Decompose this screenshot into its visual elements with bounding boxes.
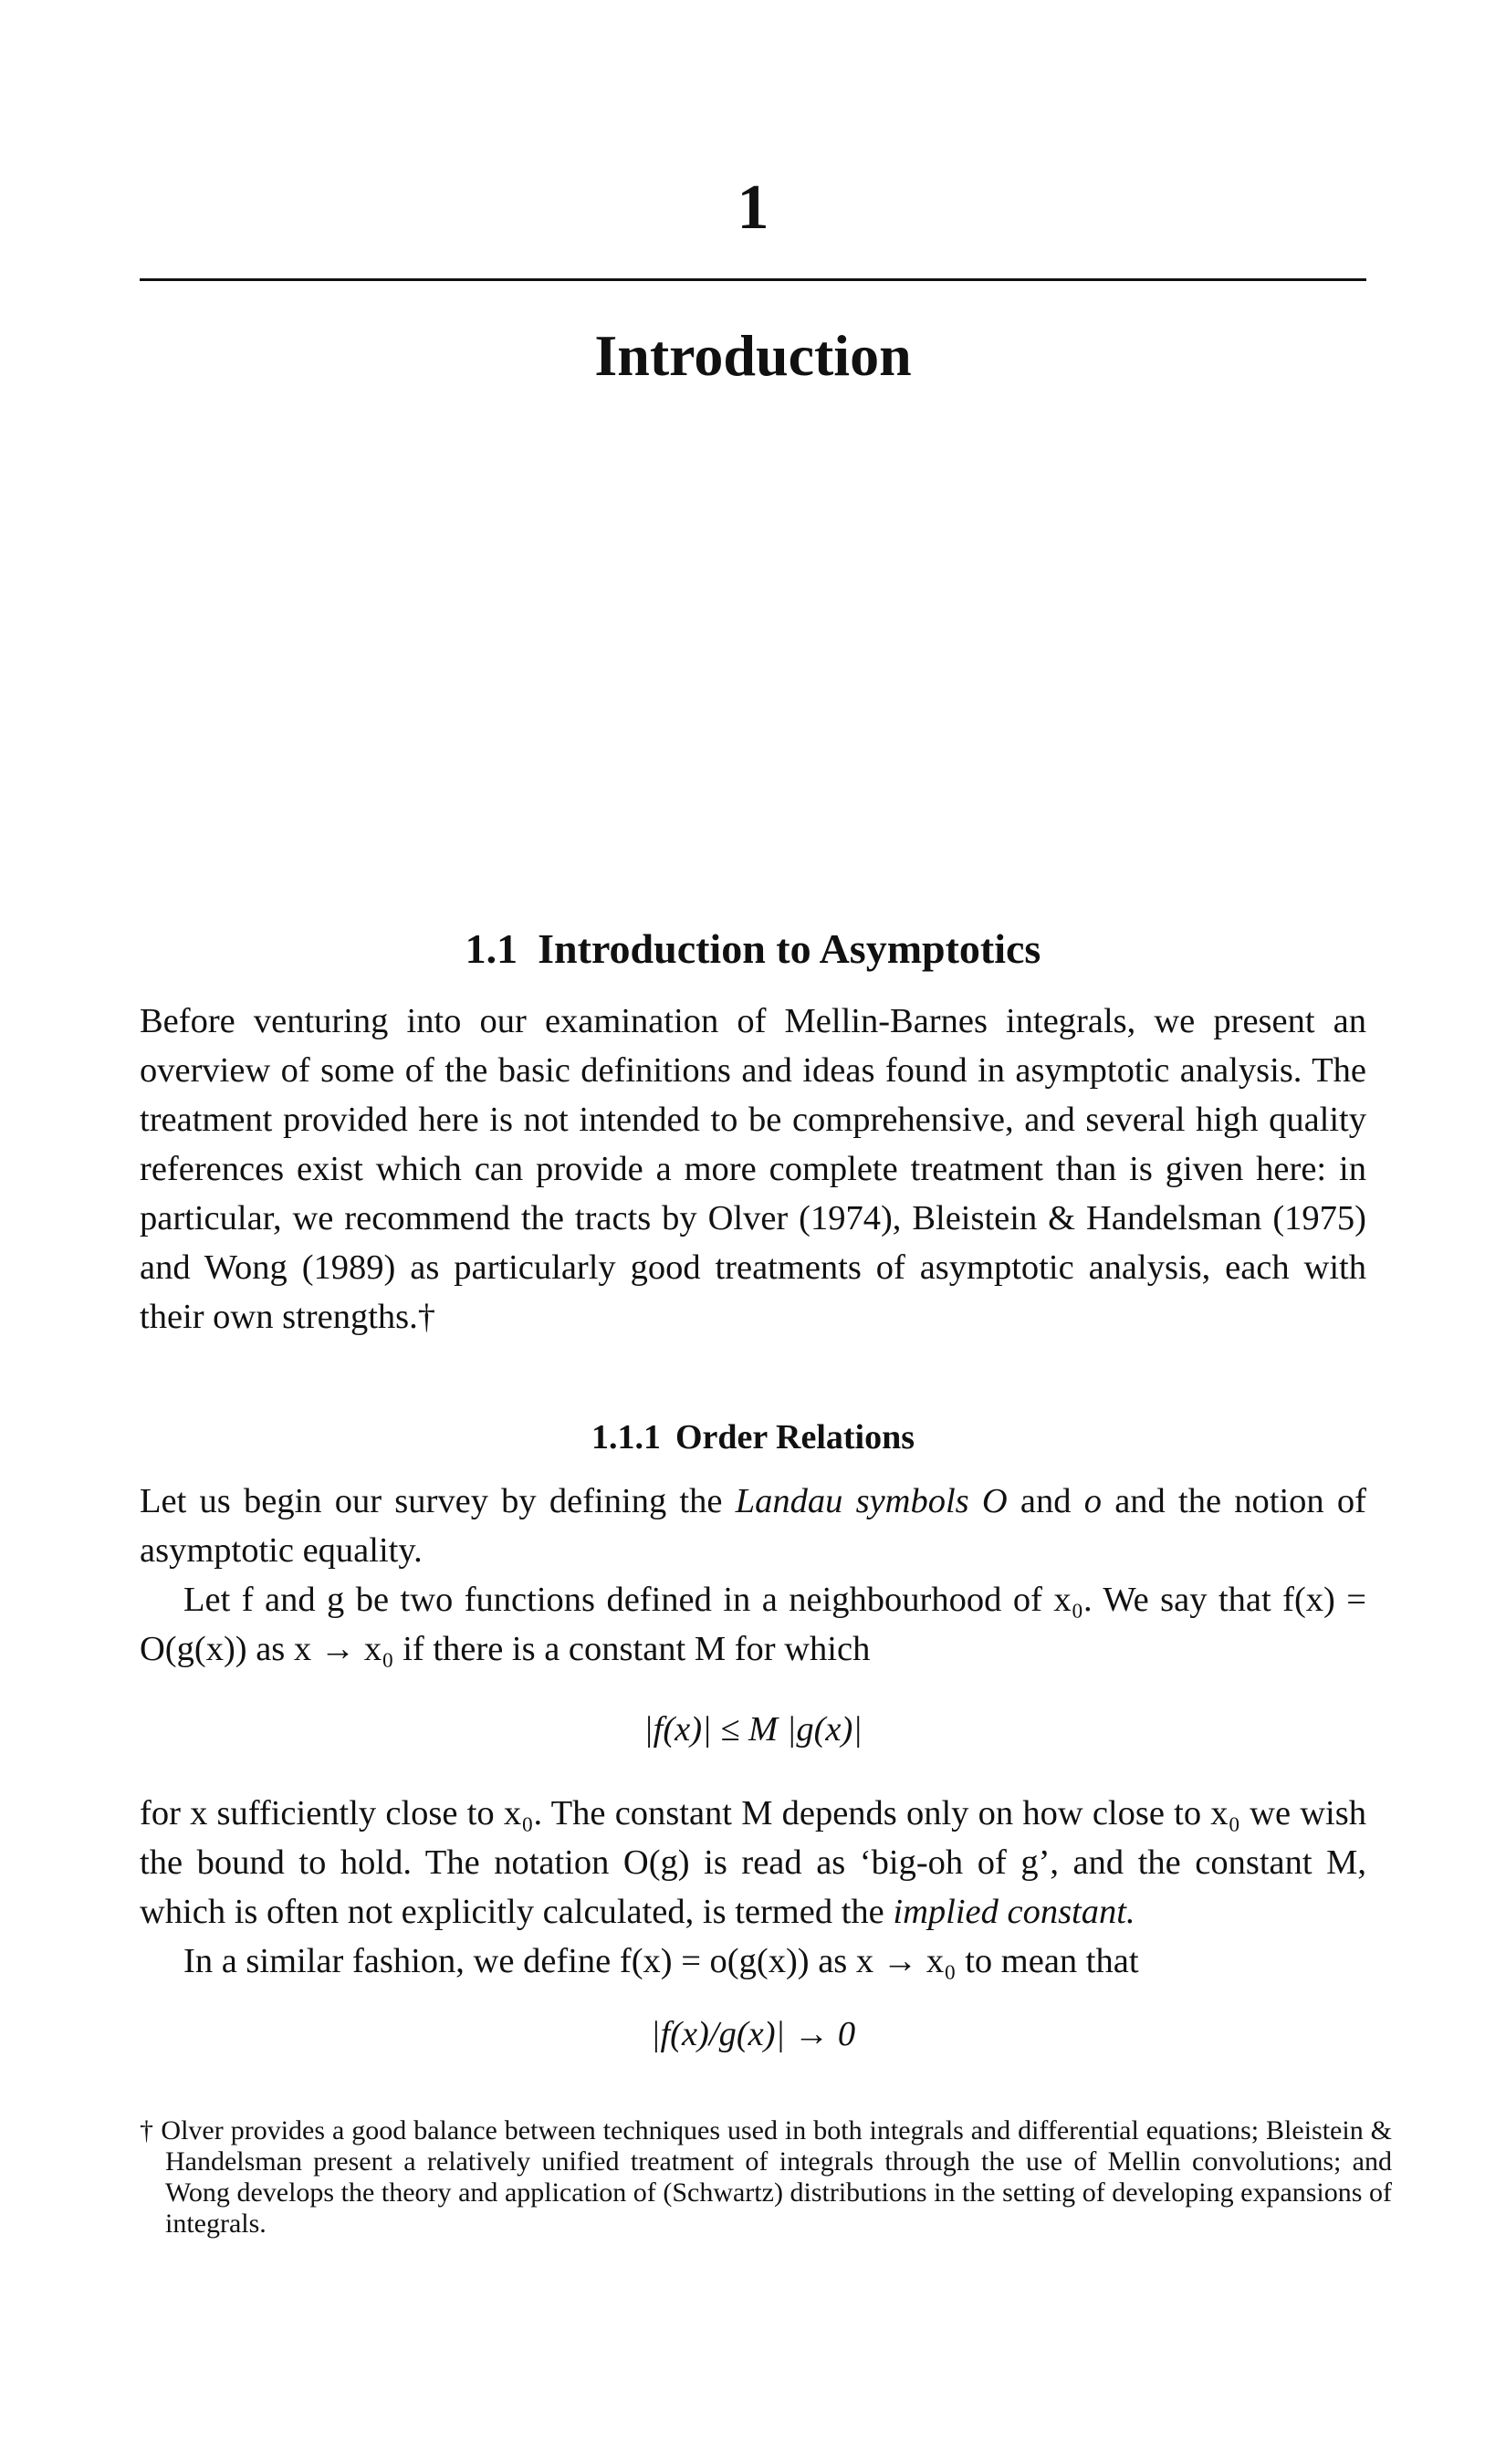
chapter-number: 1 [737,172,769,243]
equation-little-o-limit: |f(x)/g(x)| → 0 [650,2015,856,2053]
paragraph-little-o-definition: In a similar fashion, we define f(x) = o(g(x)) as x → x₀ to mean that [183,1942,1139,1980]
chapter-rule [140,278,1366,281]
paragraph-intro [140,997,1366,1342]
footnote-marker: † [417,1298,435,1336]
equation-big-o-bound: |f(x)| ≤ M |g(x)| [643,1710,863,1749]
subsection-number: 1.1.1 [591,1418,661,1456]
subsection-heading [0,1415,1506,1460]
paragraph-big-o-definition: Let f and g be two functions defined in a neighbourhood of x₀. We say that f(x) = O(g(x)) as x → x₀ if there is a constant M for which [140,1581,1366,1668]
section-title: Introduction to Asymptotics [538,925,1041,972]
implied-constant-term: implied constant. [893,1893,1135,1931]
paragraph-landau [140,1477,1366,1575]
paragraph-landau-text-c: and the notion of asymptotic equality. [140,1482,1366,1570]
paragraph-landau-text-a: Let us begin our survey by defining the [140,1482,736,1520]
footnote: † Olver provides a good balance between techniques used in both integrals and differential equations; Bleistein & Handelsman present a relatively unified treatment of integrals through the use of Mellin convolutions; and Wong develops the theory and application of (Schwartz) distributions in the setting of developing expansions of integrals. [140,2115,1392,2239]
paragraph-implied-constant [140,1789,1366,1937]
landau-symbols-term: Landau symbols O [735,1482,1008,1520]
paragraph-implied-constant-text: for x sufficiently close to x₀. The constant M depends only on how close to x₀ we wish the bound to hold. The notation O(g) is read as ‘big-oh of g’, and the constant M, which is often not explicitly calculated, is termed the [140,1794,1366,1931]
chapter-title: Introduction [594,323,912,388]
section-heading [0,922,1506,976]
little-o-symbol: o [1083,1482,1102,1520]
paragraph-intro-text: Before venturing into our examination of Mellin-Barnes integrals, we present an overview of some of the basic definitions and ideas found in asymptotic analysis. The treatment provided here is not intended to be comprehensive, and several high quality references exist which can provide a more complete treatment than is given here: in particular, we recommend the tracts by Olver (1974), Bleistein & Handelsman (1975) and Wong (1989) as particularly good treatments of asymptotic analysis, each with their own strengths. [140,1002,1366,1336]
subsection-title: Order Relations [675,1418,915,1456]
section-number: 1.1 [465,925,518,972]
paragraph-landau-text-b: and [1007,1482,1084,1520]
